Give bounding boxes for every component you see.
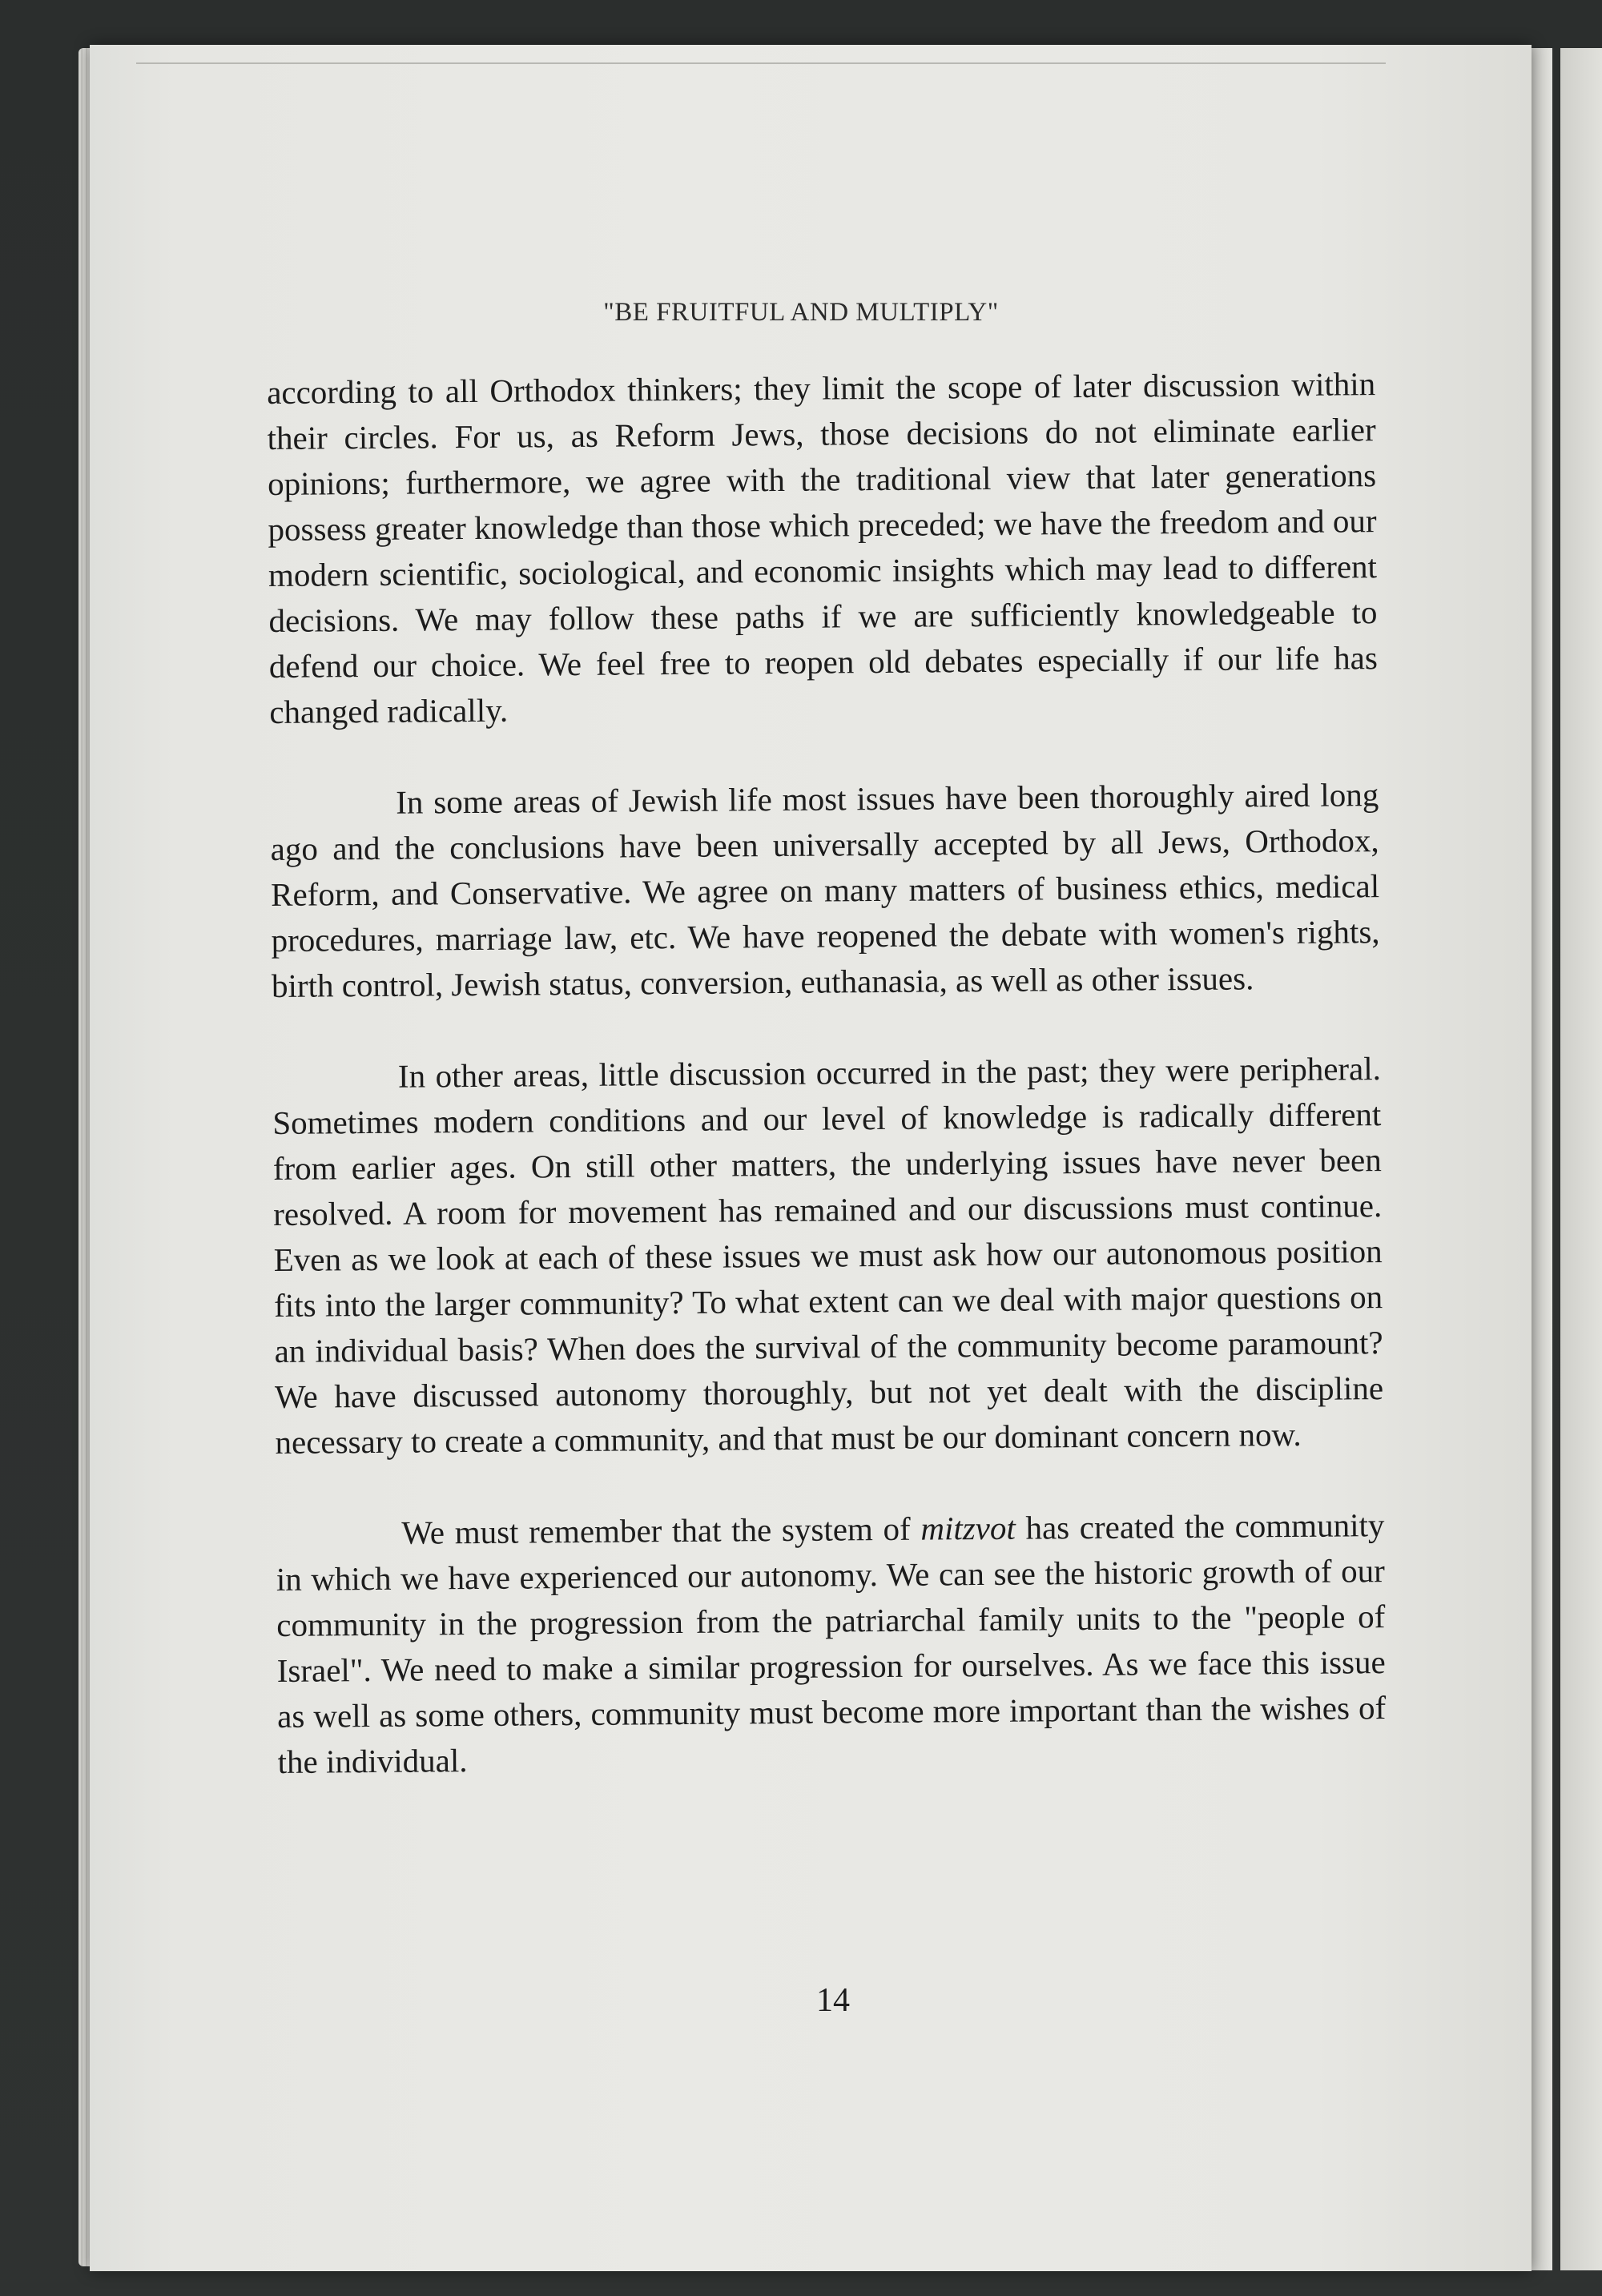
italic-term-mitzvot: mitzvot [920,1509,1016,1547]
body-text [267,361,1387,1785]
paragraph-2: In some areas of Jewish life most issues have been thoroughly aired long ago and the conclusions have been universally accepted by all Jews, Orthodox, Reform, and Conservative. We agree on many matters of business ethics, medical procedures, marriage law, etc. We have reopened the debate with women's rights, birth control, Jewish status, conversion, euthanasia, as well as other issues. [270,776,1380,1004]
running-head: "BE FRUITFUL AND MULTIPLY" [603,298,999,327]
adjacent-page-edge [1560,48,1602,2270]
paragraph-4-start: We must remember that the system of [401,1510,921,1551]
paragraph-1: according to all Orthodox thinkers; they limit the scope of later discussion within their circles. For us, as Reform Jews, those decisions do not eliminate earlier opinions; furthermore, we agree with the traditional view that later generations possess greater knowledge than those which preceded; we have the freedom and our modern scientific, sociological, and economic insights which may lead to different decisions. We may follow these paths if we are sufficiently knowledgeable to defend our choice. We feel free to reopen old debates especially if our life has changed radically. [267,365,1379,730]
page-top-edge-line [136,62,1386,64]
paragraph-4-end: has created the community in which we have experienced our autonomy. We can see the historic growth of our community in the progression from the patriarchal family units to the "people of Israel". We need to make a similar progression for ourselves. As we face this issue as well as some others, community must become more important than the wishes of the individual. [276,1506,1387,1780]
page-number: 14 [816,1982,850,2019]
paragraph-3: In other areas, little discussion occurred in the past; they were peripheral. Sometimes modern conditions and our level of knowledge is radically different from earlier ages. On still other matters, the underlying issues have never been resolved. A room for movement has remained and our discussions must continue. Even as we look at each of these issues we must ask how our autonomous position fits into the larger community? To what extent can we deal with major questions on an individual basis? When does the survival of the community become paramount? We have discussed autonomy thoroughly, but not yet dealt with the discipline necessary to create a community, and that must be our dominant concern now. [272,1050,1384,1461]
paragraph-4 [276,1502,1387,1785]
page-gutter [1532,48,1552,2270]
